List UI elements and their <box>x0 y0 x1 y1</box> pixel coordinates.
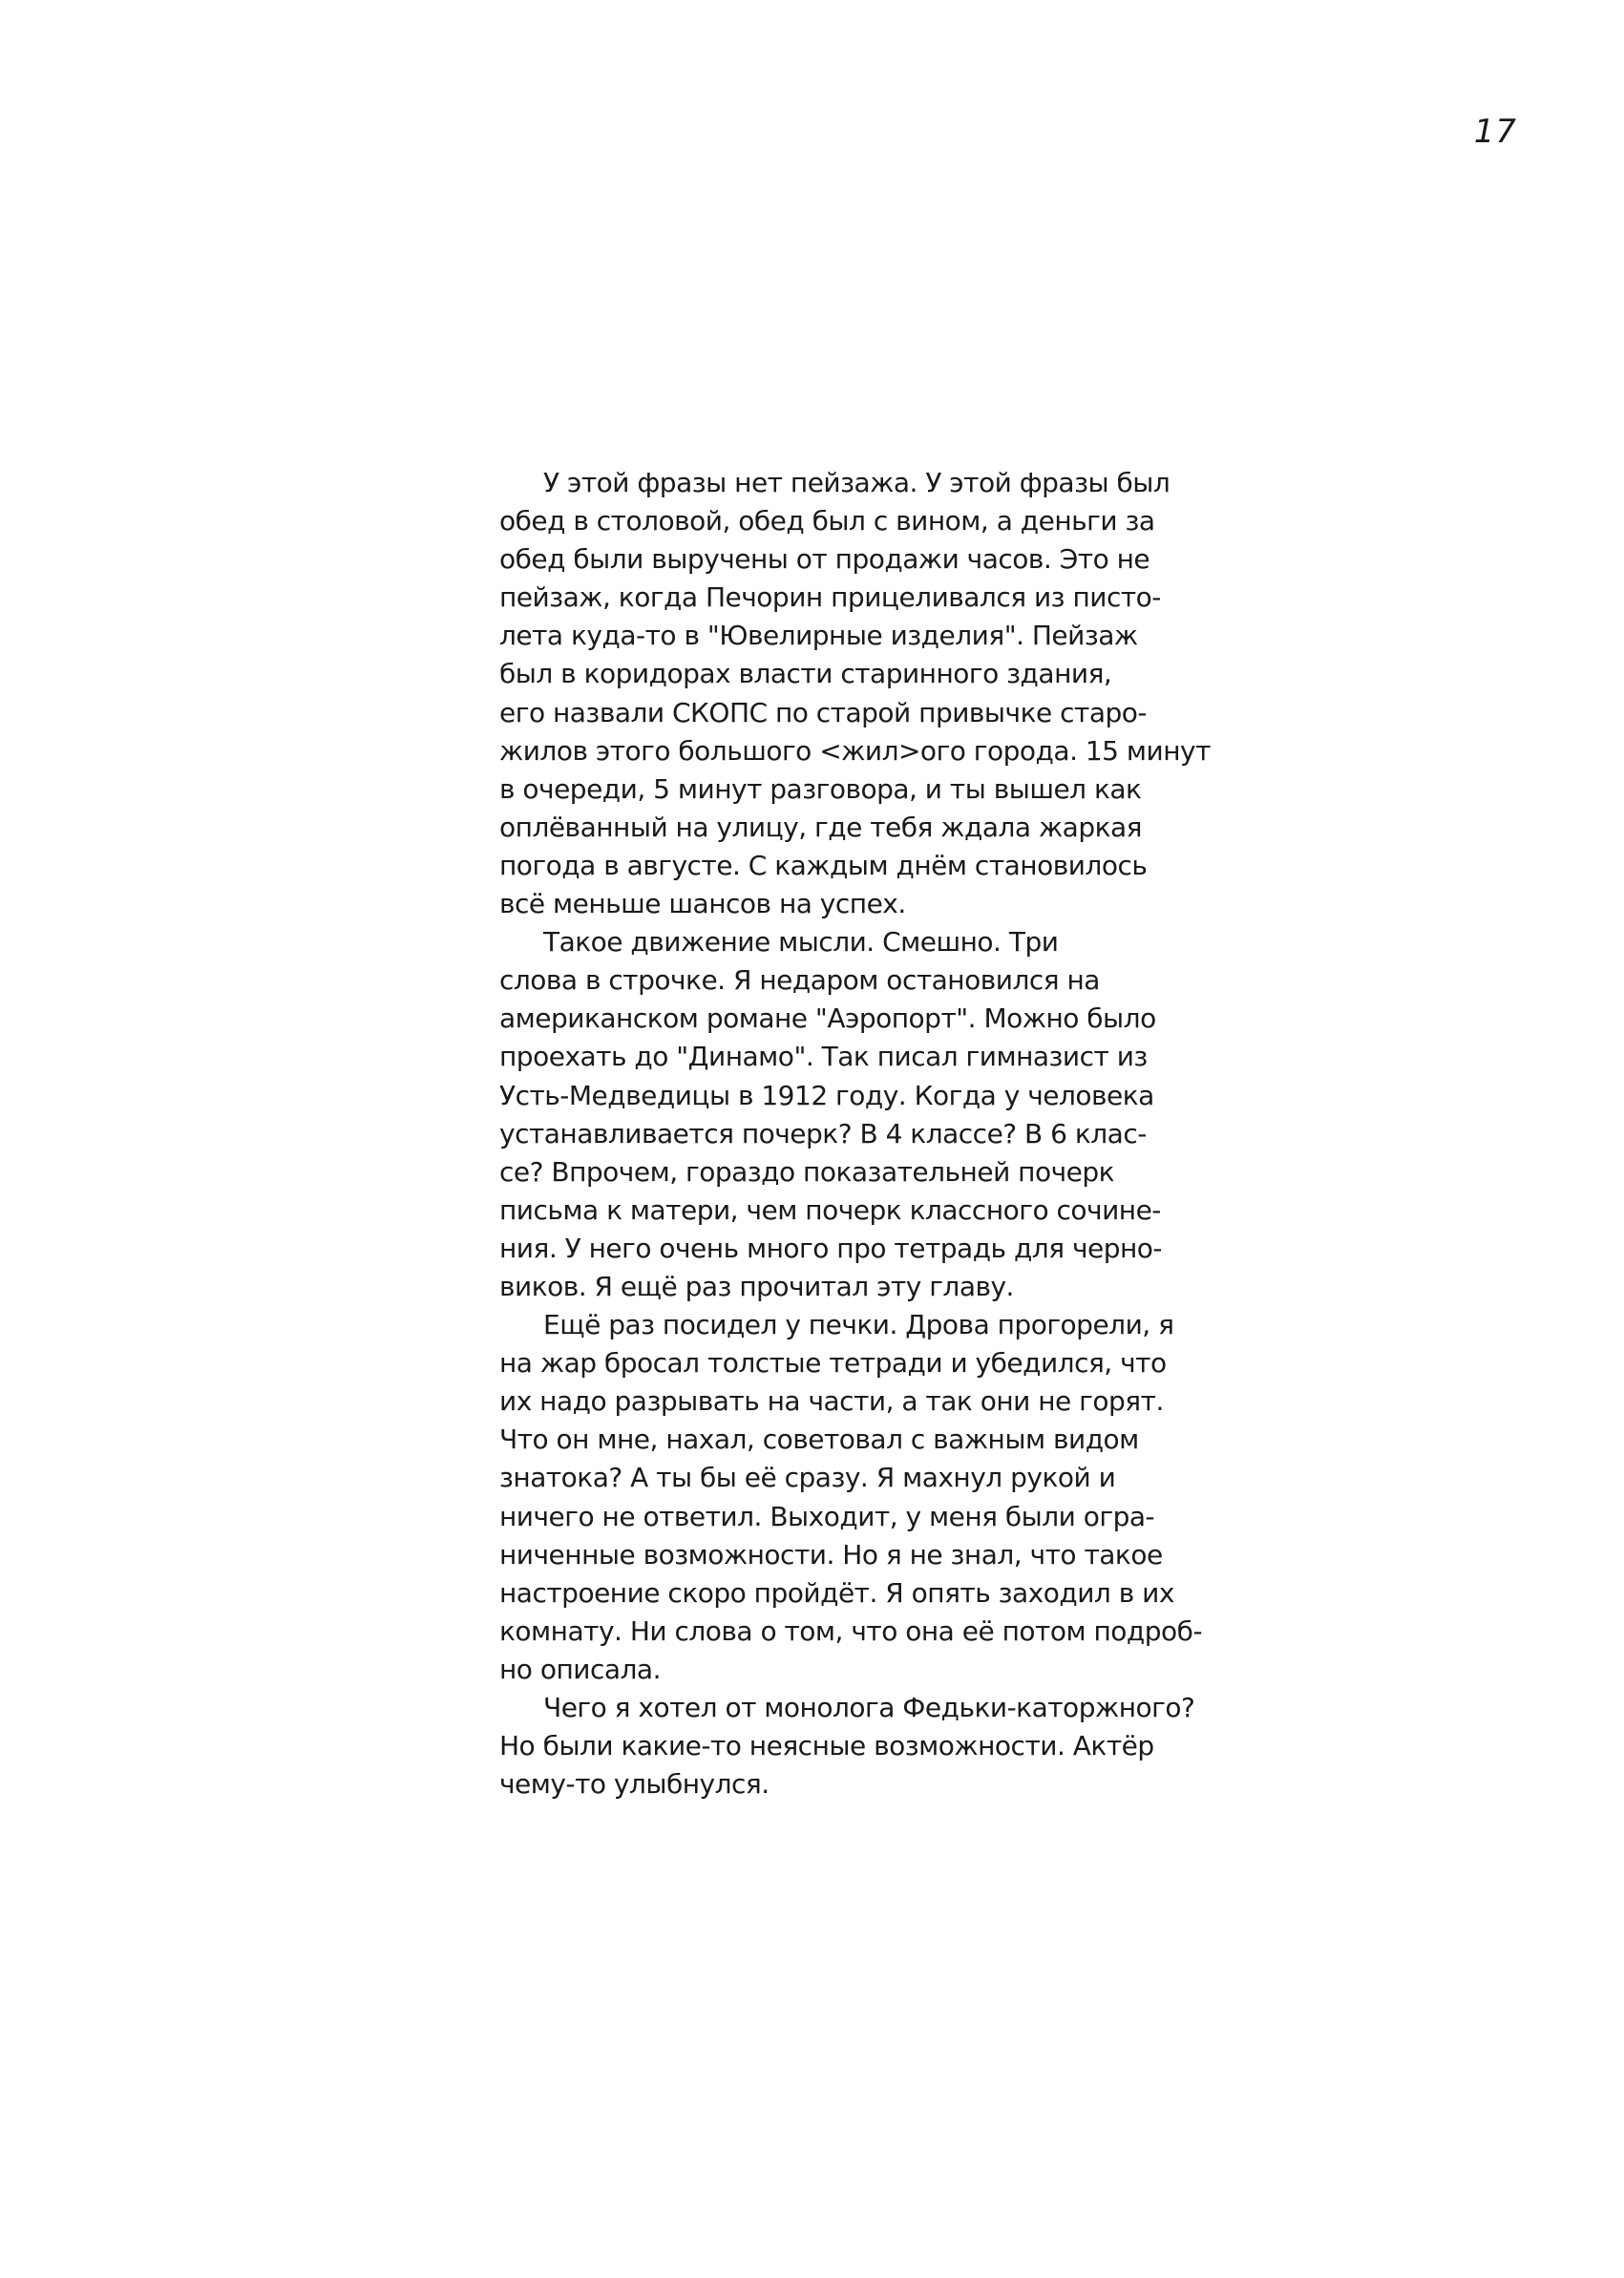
text-line: проехать до "Динамо". Так писал гимназист из <box>499 1041 1148 1073</box>
text-line: се? Впрочем, гораздо показательней почерк <box>499 1155 1115 1188</box>
text-line: чему-то улыбнулся. <box>499 1768 770 1801</box>
text-line: лета куда-то в "Ювелирные изделия". Пейзаж <box>499 620 1138 652</box>
text-line: устанавливается почерк? В 4 классе? В 6 клас- <box>499 1117 1147 1150</box>
text-line: Такое движение мысли. Смешно. Три <box>543 926 1059 959</box>
text-line: виков. Я ещё раз прочитал эту главу. <box>499 1270 1014 1302</box>
text-line: Усть-Медведицы в 1912 году. Когда у человека <box>499 1079 1154 1111</box>
text-line: письма к матери, чем почерк классного сочине- <box>499 1193 1161 1226</box>
text-line: Но были какие-то неясные возможности. Актёр <box>499 1730 1154 1762</box>
paragraph-4 <box>499 1689 1225 1803</box>
paragraph-2 <box>499 923 1225 1306</box>
paragraph-1 <box>499 464 1225 923</box>
text-line: их надо разрывать на части, а так они не горят. <box>499 1385 1164 1418</box>
page-number: 17 <box>1473 113 1517 151</box>
text-line: ниченные возможности. Но я не знал, что такое <box>499 1538 1163 1571</box>
body-text <box>499 464 1225 1803</box>
text-line: Что он мне, нахал, советовал с важным видом <box>499 1424 1139 1456</box>
text-line: на жар бросал толстые тетради и убедился, что <box>499 1347 1167 1380</box>
text-line: был в коридорах власти старинного здания, <box>499 658 1112 690</box>
text-line: в очереди, 5 минут разговора, и ты вышел как <box>499 772 1142 805</box>
text-line: Ещё раз посидел у печки. Дрова прогорели, я <box>543 1309 1174 1341</box>
text-line: жилов этого большого <жил>ого города. 15 минут <box>499 734 1211 767</box>
text-line: погода в августе. С каждым днём становилось <box>499 849 1148 881</box>
text-line: настроение скоро пройдёт. Я опять заходил в их <box>499 1576 1174 1609</box>
text-line: оплёванный на улицу, где тебя ждала жаркая <box>499 811 1143 843</box>
text-line: ничего не ответил. Выходит, у меня были огра- <box>499 1500 1155 1532</box>
text-line: американском романе "Аэропорт". Можно было <box>499 1002 1156 1035</box>
text-line: его назвали СКОПС по старой привычке старо- <box>499 696 1147 728</box>
text-line: пейзаж, когда Печорин прицеливался из писто- <box>499 581 1161 614</box>
text-line: но описала. <box>499 1653 661 1685</box>
text-line: слова в строчке. Я недаром остановился на <box>499 964 1100 997</box>
text-line: всё меньше шансов на успех. <box>499 888 906 920</box>
paragraph-3 <box>499 1306 1225 1689</box>
text-line: комнату. Ни слова о том, что она её потом подроб- <box>499 1614 1203 1647</box>
text-line: обед в столовой, обед был с вином, а деньги за <box>499 505 1155 538</box>
text-line: Чего я хотел от монолога Федьки-каторжного? <box>543 1692 1195 1723</box>
text-line: ния. У него очень много про тетрадь для черно- <box>499 1232 1163 1264</box>
text-line: знатока? А ты бы её сразу. Я махнул рукой и <box>499 1462 1116 1494</box>
text-line: У этой фразы нет пейзажа. У этой фразы был <box>543 467 1171 498</box>
text-line: обед были выручены от продажи часов. Это не <box>499 543 1150 576</box>
